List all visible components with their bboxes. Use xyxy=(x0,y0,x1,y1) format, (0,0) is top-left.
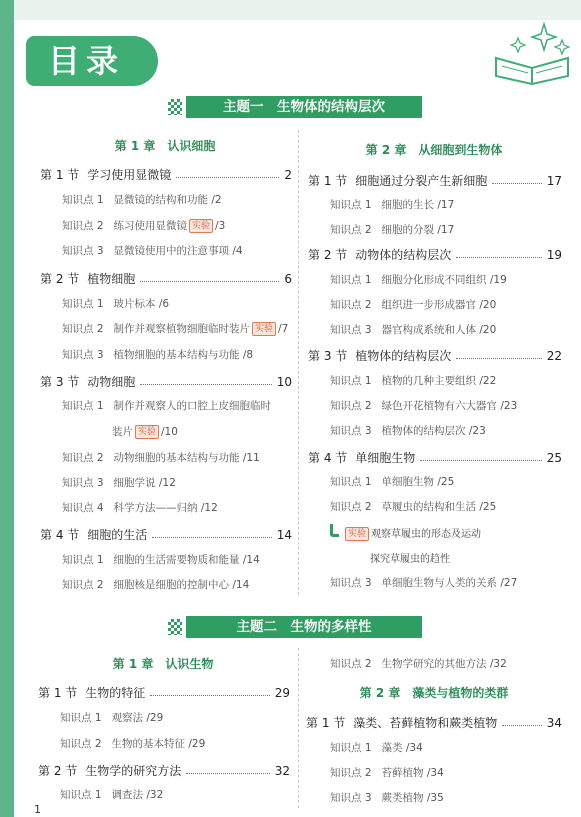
knowledge-point-continued[interactable] xyxy=(112,424,178,439)
leader-dots xyxy=(420,460,541,461)
kp-label: 知识点 1 xyxy=(62,194,104,206)
kp-label: 知识点 3 xyxy=(62,349,104,361)
kp-label: 知识点 2 xyxy=(330,299,372,311)
knowledge-point[interactable] xyxy=(62,321,288,336)
kp-label: 知识点 2 xyxy=(330,501,372,513)
kp-label: 知识点 3 xyxy=(62,245,104,257)
section-row[interactable] xyxy=(308,172,562,189)
kp-text: 装片 xyxy=(112,426,133,438)
kp-text: 植物细胞的基本结构与功能 /8 xyxy=(113,349,254,361)
page-ref: 34 xyxy=(546,715,562,730)
kp-text: 练习使用显微镜 xyxy=(113,220,188,232)
knowledge-point[interactable] xyxy=(62,552,260,567)
section-title: 生物学的研究方法 xyxy=(85,764,182,778)
section-row[interactable] xyxy=(40,373,292,390)
knowledge-point[interactable] xyxy=(62,475,176,490)
section-number: 第 1 节 xyxy=(306,716,346,730)
section-number: 第 4 节 xyxy=(40,528,80,542)
kp-label: 知识点 2 xyxy=(62,452,104,464)
kp-text: 器官构成系统和人体 /20 xyxy=(381,324,497,336)
kp-label: 知识点 3 xyxy=(330,792,372,804)
kp-text: 苔藓植物 /34 xyxy=(381,767,444,779)
knowledge-point[interactable] xyxy=(330,656,507,671)
section-row[interactable] xyxy=(308,246,562,263)
kp-label: 知识点 3 xyxy=(330,577,372,589)
page-ref: 29 xyxy=(274,685,290,700)
knowledge-point[interactable] xyxy=(62,296,169,311)
chapter-title: 第 2 章 从细胞到生物体 xyxy=(365,143,503,157)
leader-dots xyxy=(140,384,271,385)
section-title: 单细胞生物 xyxy=(355,451,416,465)
knowledge-point[interactable] xyxy=(62,218,225,233)
kp-label: 知识点 3 xyxy=(330,425,372,437)
leader-dots xyxy=(152,537,271,538)
section-row[interactable] xyxy=(40,166,292,183)
leader-dots xyxy=(502,725,541,726)
page-ref: 10 xyxy=(276,374,292,389)
kp-text: 植物体的结构层次 /23 xyxy=(381,425,486,437)
kp-text: 草履虫的结构和生活 /25 xyxy=(381,501,497,513)
page-ref: 22 xyxy=(546,348,562,363)
section-row[interactable] xyxy=(38,762,290,779)
section-number: 第 1 节 xyxy=(40,168,80,182)
kp-text: 细胞的生长 /17 xyxy=(381,199,455,211)
section-title: 细胞通过分裂产生新细胞 xyxy=(355,174,488,188)
kp-label: 知识点 2 xyxy=(62,220,104,232)
kp-text: 制作并观察植物细胞临时装片 xyxy=(113,323,251,335)
column-divider xyxy=(298,130,299,595)
knowledge-point[interactable] xyxy=(62,347,253,362)
section-title: 植物体的结构层次 xyxy=(355,349,452,363)
experiment-text: 观察草履虫的形态及运动 xyxy=(371,529,482,540)
kp-text: 生物学研究的其他方法 /32 xyxy=(381,658,507,670)
checker-decoration xyxy=(168,99,182,115)
section-title: 生物的特征 xyxy=(85,686,146,700)
chapter-title: 第 1 章 认识细胞 xyxy=(114,139,216,153)
page-ref: 25 xyxy=(546,450,562,465)
chapter-title: 第 1 章 认识生物 xyxy=(112,657,214,671)
kp-label: 知识点 2 xyxy=(60,738,102,750)
section-row[interactable] xyxy=(308,449,562,466)
knowledge-point[interactable] xyxy=(330,222,454,237)
kp-text: 单细胞生物 /25 xyxy=(381,476,455,488)
kp-page: /10 xyxy=(161,426,178,438)
knowledge-point[interactable] xyxy=(62,577,249,592)
leader-dots xyxy=(456,257,541,258)
kp-text: 绿色开花植物有六大器官 /23 xyxy=(381,400,518,412)
section-title: 藻类、苔藓植物和蕨类植物 xyxy=(353,716,498,730)
knowledge-point[interactable] xyxy=(330,499,496,514)
leader-dots xyxy=(186,773,269,774)
kp-label: 知识点 1 xyxy=(330,375,372,387)
kp-text: 细胞的生活需要物质和能量 /14 xyxy=(113,554,260,566)
experiment-badge: 实验 xyxy=(252,322,276,336)
kp-text: 藻类 /34 xyxy=(381,742,423,754)
page-number: 1 xyxy=(34,803,41,816)
kp-text: 细胞分化形成不同组织 /19 xyxy=(381,274,507,286)
section-number: 第 2 节 xyxy=(308,248,348,262)
kp-label: 知识点 2 xyxy=(62,579,104,591)
theme-title: 主题二 生物的多样性 xyxy=(236,619,372,635)
kp-text: 蕨类植物 /35 xyxy=(381,792,444,804)
knowledge-point[interactable] xyxy=(62,398,271,413)
kp-text: 组织进一步形成器官 /20 xyxy=(381,299,497,311)
kp-text: 植物的几种主要组织 /22 xyxy=(381,375,497,387)
knowledge-point[interactable] xyxy=(330,322,496,337)
theme-banner-2 xyxy=(186,616,422,638)
kp-label: 知识点 1 xyxy=(330,476,372,488)
kp-label: 知识点 2 xyxy=(330,224,372,236)
kp-text: 显微镜的结构和功能 /2 xyxy=(113,194,222,206)
experiment-text: 探究草履虫的趋性 xyxy=(370,554,450,565)
kp-label: 知识点 1 xyxy=(62,298,104,310)
arrow-icon xyxy=(330,524,339,537)
knowledge-point[interactable] xyxy=(330,373,496,388)
kp-page: /3 xyxy=(215,220,226,232)
knowledge-point[interactable] xyxy=(330,575,517,590)
kp-text: 细胞核是细胞的控制中心 /14 xyxy=(113,579,250,591)
section-row[interactable] xyxy=(38,684,290,701)
kp-label: 知识点 3 xyxy=(62,477,104,489)
page-ref: 14 xyxy=(276,527,292,542)
kp-label: 知识点 4 xyxy=(62,502,104,514)
section-title: 细胞的生活 xyxy=(87,528,148,542)
kp-text: 调查法 /32 xyxy=(111,789,164,801)
column-divider xyxy=(298,648,299,808)
leader-dots xyxy=(150,695,269,696)
section-number: 第 3 节 xyxy=(40,375,80,389)
experiment-badge: 实验 xyxy=(189,219,213,233)
knowledge-point[interactable] xyxy=(330,272,507,287)
kp-label: 知识点 2 xyxy=(62,323,104,335)
kp-label: 知识点 1 xyxy=(330,742,372,754)
kp-label: 知识点 1 xyxy=(330,274,372,286)
kp-label: 知识点 1 xyxy=(62,554,104,566)
knowledge-point[interactable] xyxy=(330,474,454,489)
leader-dots xyxy=(176,177,279,178)
section-title: 学习使用显微镜 xyxy=(87,168,172,182)
kp-text: 显微镜使用中的注意事项 /4 xyxy=(113,245,243,257)
kp-text: 细胞学说 /12 xyxy=(113,477,176,489)
page-ref: 6 xyxy=(284,271,292,286)
knowledge-point[interactable] xyxy=(62,192,222,207)
section-number: 第 1 节 xyxy=(308,174,348,188)
kp-text: 生物的基本特征 /29 xyxy=(111,738,206,750)
knowledge-point[interactable] xyxy=(330,423,486,438)
kp-label: 知识点 2 xyxy=(330,658,372,670)
kp-page: /7 xyxy=(278,323,289,335)
experiment-item[interactable] xyxy=(330,524,481,541)
section-row[interactable] xyxy=(40,526,292,543)
leader-dots xyxy=(456,358,541,359)
knowledge-point[interactable] xyxy=(330,398,517,413)
theme-title: 主题一 生物体的结构层次 xyxy=(223,99,385,115)
section-number: 第 4 节 xyxy=(308,451,348,465)
kp-label: 知识点 1 xyxy=(60,712,102,724)
checker-decoration xyxy=(168,619,182,635)
knowledge-point[interactable] xyxy=(330,297,496,312)
kp-label: 知识点 2 xyxy=(330,767,372,779)
section-row[interactable] xyxy=(40,270,292,287)
knowledge-point[interactable] xyxy=(60,787,163,802)
chapter-title: 第 2 章 藻类与植物的类群 xyxy=(359,686,509,700)
kp-text: 单细胞生物与人类的关系 /27 xyxy=(381,577,518,589)
knowledge-point[interactable] xyxy=(330,790,444,805)
section-row[interactable] xyxy=(308,347,562,364)
leader-dots xyxy=(492,183,541,184)
top-band xyxy=(0,0,581,20)
experiment-item[interactable] xyxy=(370,550,450,565)
kp-label: 知识点 1 xyxy=(60,789,102,801)
section-title: 植物细胞 xyxy=(87,272,136,286)
kp-text: 科学方法——归纳 /12 xyxy=(113,502,218,514)
section-number: 第 3 节 xyxy=(308,349,348,363)
kp-text: 动物细胞的基本结构与功能 /11 xyxy=(113,452,260,464)
section-number: 第 2 节 xyxy=(40,272,80,286)
open-book-icon xyxy=(488,18,576,86)
knowledge-point[interactable] xyxy=(62,450,260,465)
page-ref: 32 xyxy=(274,763,290,778)
knowledge-point[interactable] xyxy=(330,740,423,755)
kp-label: 知识点 1 xyxy=(62,400,104,412)
leader-dots xyxy=(140,281,279,282)
kp-label: 知识点 3 xyxy=(330,324,372,336)
kp-text: 制作并观察人的口腔上皮细胞临时 xyxy=(113,400,272,412)
knowledge-point[interactable] xyxy=(62,243,243,258)
section-title: 动物细胞 xyxy=(87,375,136,389)
knowledge-point[interactable] xyxy=(330,197,454,212)
kp-label: 知识点 2 xyxy=(330,400,372,412)
kp-text: 细胞的分裂 /17 xyxy=(381,224,455,236)
knowledge-point[interactable] xyxy=(330,765,444,780)
knowledge-point[interactable] xyxy=(60,710,163,725)
knowledge-point[interactable] xyxy=(62,500,218,515)
page-title: 目录 xyxy=(26,36,158,86)
side-band xyxy=(0,0,14,817)
kp-label: 知识点 1 xyxy=(330,199,372,211)
knowledge-point[interactable] xyxy=(60,736,205,751)
page-ref: 2 xyxy=(284,167,292,182)
kp-text: 玻片标本 /6 xyxy=(113,298,170,310)
theme-banner-1 xyxy=(186,96,422,118)
page-ref: 19 xyxy=(546,247,562,262)
section-row[interactable] xyxy=(306,714,562,731)
experiment-badge: 实验 xyxy=(135,425,159,439)
section-number: 第 2 节 xyxy=(38,764,78,778)
experiment-badge: 实验 xyxy=(345,527,369,541)
section-number: 第 1 节 xyxy=(38,686,78,700)
kp-text: 观察法 /29 xyxy=(111,712,164,724)
page-ref: 17 xyxy=(546,173,562,188)
section-title: 动物体的结构层次 xyxy=(355,248,452,262)
